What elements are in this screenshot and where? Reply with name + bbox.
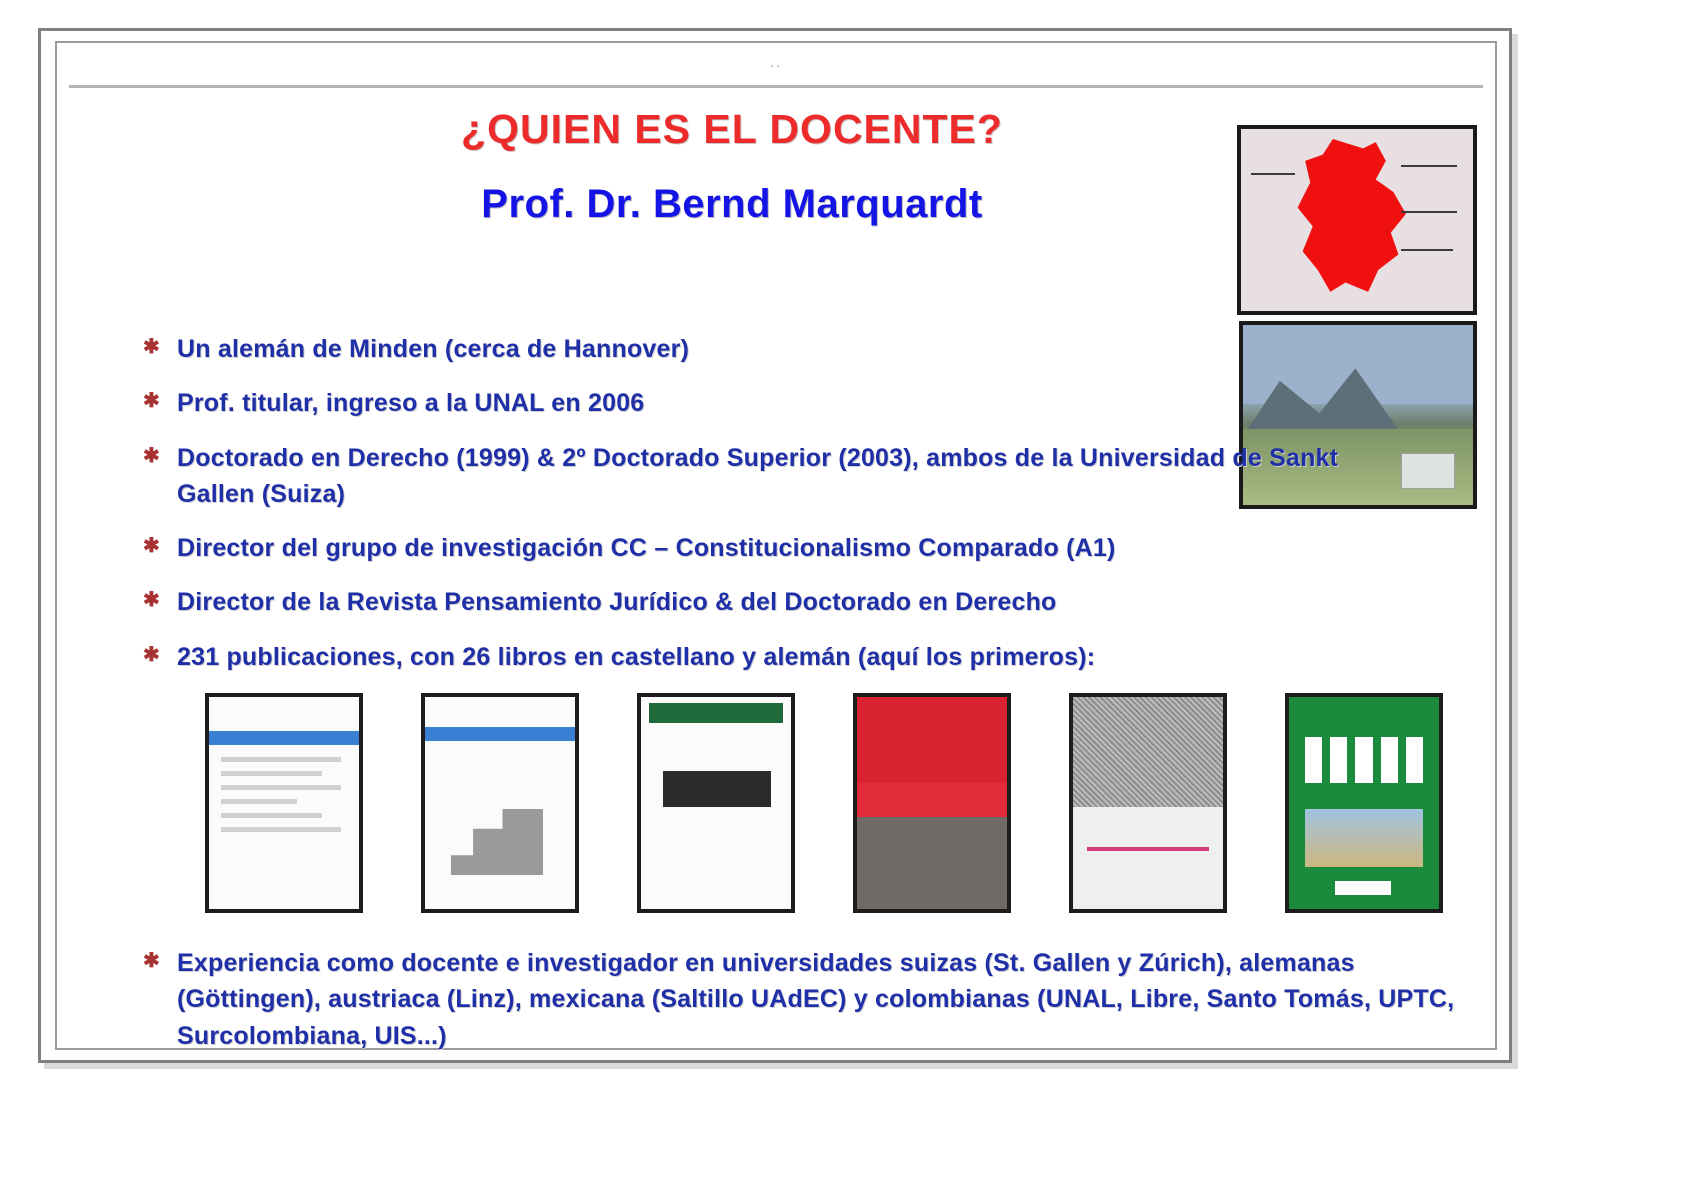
bullet-icon: ✱ <box>143 390 160 413</box>
bullet-icon: ✱ <box>143 336 160 358</box>
list-item <box>143 584 1443 620</box>
bullet-icon: ✱ <box>143 589 160 612</box>
list-item <box>143 530 1443 566</box>
list-item <box>143 331 1443 367</box>
list-item-text: Director de la Revista Pensamiento Jurídico & del Doctorado en Derecho <box>177 588 1057 617</box>
list-item-text: Director del grupo de investigación CC – Constitucionalismo Comparado (A1) <box>177 534 1116 562</box>
bullet-icon: ✱ <box>143 643 160 666</box>
cover-photo <box>857 817 1007 909</box>
bullet-icon: ✱ <box>143 535 160 557</box>
list-item <box>143 945 1463 1054</box>
slide-canvas <box>55 41 1497 1050</box>
book-cover <box>1285 693 1443 913</box>
header-divider <box>69 85 1483 88</box>
cover-photo <box>1305 809 1423 867</box>
list-item <box>143 385 1443 421</box>
page-title: ¿QUIEN ES EL DOCENTE? <box>461 106 1003 152</box>
map-label-line <box>1251 173 1295 175</box>
list-item-text: 231 publicaciones, con 26 libros en castellano y alemán (aquí los primeros): <box>177 642 1096 671</box>
cover-photo <box>1073 697 1223 807</box>
cover-band <box>209 731 359 745</box>
bullet-icon: ✱ <box>143 950 160 972</box>
cover-title-block <box>663 771 771 807</box>
cover-emblem <box>451 809 543 875</box>
book-cover <box>205 693 363 913</box>
map-label-line <box>1401 165 1457 167</box>
bullet-icon: ✱ <box>143 444 160 467</box>
cover-band <box>649 703 783 723</box>
book-cover <box>421 693 579 913</box>
list-item <box>143 639 1443 675</box>
book-cover-strip <box>205 693 1495 913</box>
slide-frame <box>38 28 1512 1063</box>
book-cover <box>637 693 795 913</box>
list-item-text: Prof. titular, ingreso a la UNAL en 2006 <box>177 389 645 418</box>
title-block <box>177 105 1287 228</box>
page-subtitle: Prof. Dr. Bernd Marquardt <box>481 182 983 227</box>
map-label-line <box>1401 249 1453 251</box>
map-region-shape <box>1285 139 1411 295</box>
bottom-bullet <box>143 945 1463 1072</box>
cover-bars <box>1305 737 1423 783</box>
list-item <box>143 440 1443 513</box>
slide-header-marks: ·· <box>769 57 783 73</box>
bullet-list <box>143 331 1443 693</box>
book-cover <box>1069 693 1227 913</box>
list-item-text: Experiencia como docente e investigador en universidades suizas (St. Gallen y Zúrich), alemanas (Göttingen), austriaca (Linz), mexicana (Saltillo UAdEC) y colombianas (UNAL, Libre, Santo Tomás, UPTC, Surcolombiana, UIS...) <box>177 949 1455 1050</box>
list-item-text: Doctorado en Derecho (1999) & 2º Doctorado Superior (2003), ambos de la Universidad de Sankt Gallen (Suiza) <box>177 443 1339 508</box>
cover-band <box>1087 847 1209 851</box>
list-item-text: Un alemán de Minden (cerca de Hannover) <box>177 335 690 363</box>
map-label-line <box>1401 211 1457 213</box>
book-cover <box>853 693 1011 913</box>
cover-band <box>425 727 575 741</box>
germany-map-image <box>1237 125 1477 315</box>
cover-tag <box>1335 881 1391 895</box>
cover-text-lines <box>221 757 347 841</box>
